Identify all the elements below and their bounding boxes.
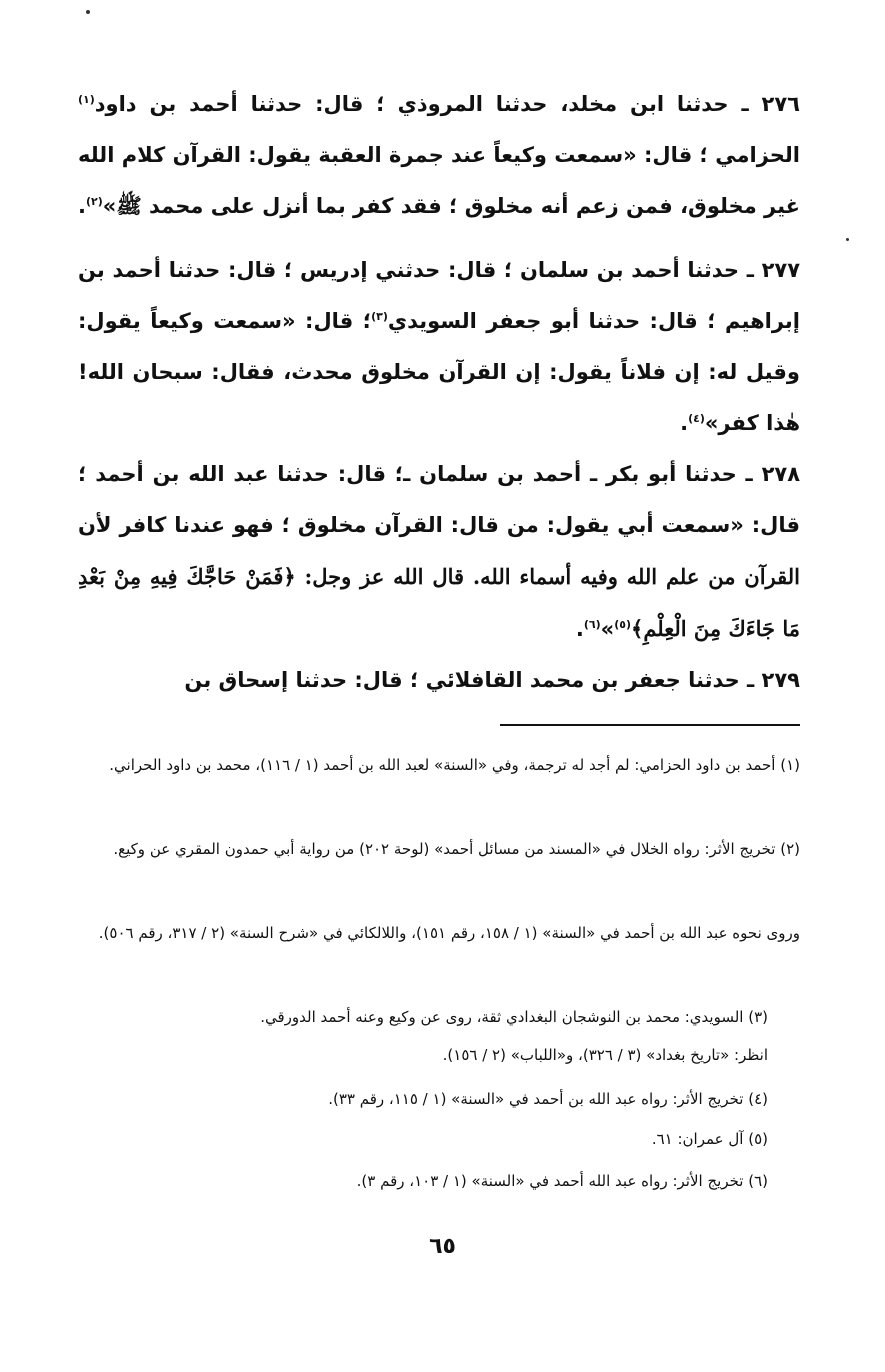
hadith-text: أحمد بن إبراهيم ؛ قال: حدثنا أبو جعفر السويدي: [78, 258, 801, 333]
hadith-276: ٢٧٦ ـ حدثنا ابن مخلد، حدثنا المروذي ؛ قال: حدثنا أحمد بن داود$^{(١)}$ الحزامي ؛ قال: «سمعت وكيعاً عند جمرة العقبة يقول: القرآن كلام الله غير مخلوق، فمن زعم أنه مخلوق ؛ فقد كفر بما أنزل على محمد ﷺ»$^{(٢)}$.: [78, 92, 800, 218]
hadith-text: أحمد ؛ قال: «سمعت أبي يقول: من قال: القرآن مخلوق ؛ فهو عندنا كافر لأن: [78, 462, 800, 537]
footnote-ref: (٣): [371, 310, 388, 323]
footnote-1: (١) أحمد بن داود الحزامي: لم أجد له ترجمة، وفي «السنة» لعبد الله بن أحمد (١ / ١١٦)، محمد بن داود الحراني.: [109, 756, 800, 774]
hadith-277: ٢٧٧ ـ حدثنا أحمد بن سلمان ؛ قال: حدثني إدريس ؛ قال: حدثنا أحمد بن إبراهيم ؛ قال: حدثنا أبو جعفر السويدي$^{(٣)}$؛ قال: «سمعت وكيعاً يقول: وقيل له: إن فلاناً يقول: إن القرآن مخلوق محدث، فقال: سبحان الله! هٰذا كفر»$^{(٤)}$.: [78, 258, 801, 435]
hadith-text: هٰذا كفر»: [704, 411, 800, 435]
hadith-number: ٢٧٦: [761, 92, 800, 116]
footnote-4: (٤) تخريج الأثر: رواه عبد الله بن أحمد في «السنة» (١ / ١١٥، رقم ٣٣).: [328, 1090, 768, 1108]
page-number: ٦٥: [429, 1234, 456, 1259]
scan-speck: [846, 238, 849, 241]
hadith-text: الحزامي ؛ قال: «سمعت وكيعاً عند جمرة العقبة يقول: القرآن كلام الله غير: [78, 143, 800, 218]
scan-speck: [86, 10, 90, 14]
footnote-ref: (١): [78, 93, 95, 106]
footnote-3: (٣) السويدي: محمد بن النوشجان البغدادي ثقة، روى عن وكيع وعنه أحمد الدورقي.: [260, 1008, 768, 1026]
hadith-text: يقول: وقيل له: إن فلاناً يقول: إن القرآن مخلوق محدث، فقال: سبحان الله!: [78, 309, 800, 384]
hadith-text: حدثنا أبو بكر ـ أحمد بن سلمان ـ؛ قال: حدثنا عبد الله بن: [152, 462, 737, 486]
hadith-text: حدثنا أحمد بن سلمان ؛ قال: حدثني إدريس ؛ قال: حدثنا: [168, 258, 740, 282]
footnote-5: (٥) آل عمران: ٦١.: [651, 1130, 768, 1148]
footnote-ref: (٥): [614, 618, 632, 631]
footnote-separator: [500, 724, 800, 726]
footnote-ref: (٢): [86, 195, 103, 208]
footnote-2-continued: وروى نحوه عبد الله بن أحمد في «السنة» (١ / ١٥٨، رقم ١٥١)، واللالكائي في «شرح السنة» (٢ / ٣١٧، رقم ٥٠٦).: [98, 924, 800, 942]
hadith-number: ٢٧٩: [761, 668, 800, 692]
footnote-3-continued: انظر: «تاريخ بغداد» (٣ / ٣٢٦)، و«اللباب» (٢ / ١٥٦).: [442, 1046, 768, 1064]
hadith-279: ٢٧٩ ـ حدثنا جعفر بن محمد القافلائي ؛ قال: حدثنا إسحاق بن: [184, 668, 800, 692]
hadith-text: حدثنا جعفر بن محمد القافلائي ؛ قال: حدثنا إسحاق بن: [184, 668, 740, 692]
hadith-number: ٢٧٧: [761, 258, 801, 282]
hadith-text: القرآن من علم الله وفيه أسماء الله. قال الله عز وجل: ﴿فَمَنْ حَاجَّكَ فِيهِ مِنْ: [113, 564, 800, 589]
quran-verse: بَعْدِ مَا جَاءَكَ مِنَ الْعِلْمِ﴾: [78, 564, 800, 641]
hadith-text: حدثنا ابن مخلد، حدثنا المروذي ؛ قال: حدثنا أحمد بن داود: [94, 92, 729, 116]
footnote-ref: (٦): [583, 618, 601, 631]
hadith-278: ٢٧٨ ـ حدثنا أبو بكر ـ أحمد بن سلمان ـ؛ قال: حدثنا عبد الله بن أحمد ؛ قال: «سمعت أبي يقول: من قال: القرآن مخلوق ؛ فهو عندنا كافر لأن القرآن من علم الله وفيه أسماء الله. قال الله عز وجل: ﴿فَمَنْ حَاجَّكَ فِيهِ مِنْ بَعْدِ مَا جَاءَكَ مِنَ الْعِلْمِ﴾$^{(٥)}$»$^{(٦)}$.: [78, 462, 801, 641]
hadith-number: ٢٧٨: [761, 462, 801, 486]
hadith-text: مخلوق، فمن زعم أنه مخلوق ؛ فقد كفر بما أنزل على محمد ﷺ»: [102, 194, 757, 218]
footnote-2: (٢) تخريج الأثر: رواه الخلال في «المسند من مسائل أحمد» (لوحة ٢٠٢) من رواية أبي حمدون المقري عن وكيع.: [113, 840, 800, 858]
footnote-6: (٦) تخريج الأثر: رواه عبد الله أحمد في «السنة» (١ / ١٠٣، رقم ٣).: [356, 1172, 768, 1190]
footnote-ref: (٤): [688, 412, 705, 425]
